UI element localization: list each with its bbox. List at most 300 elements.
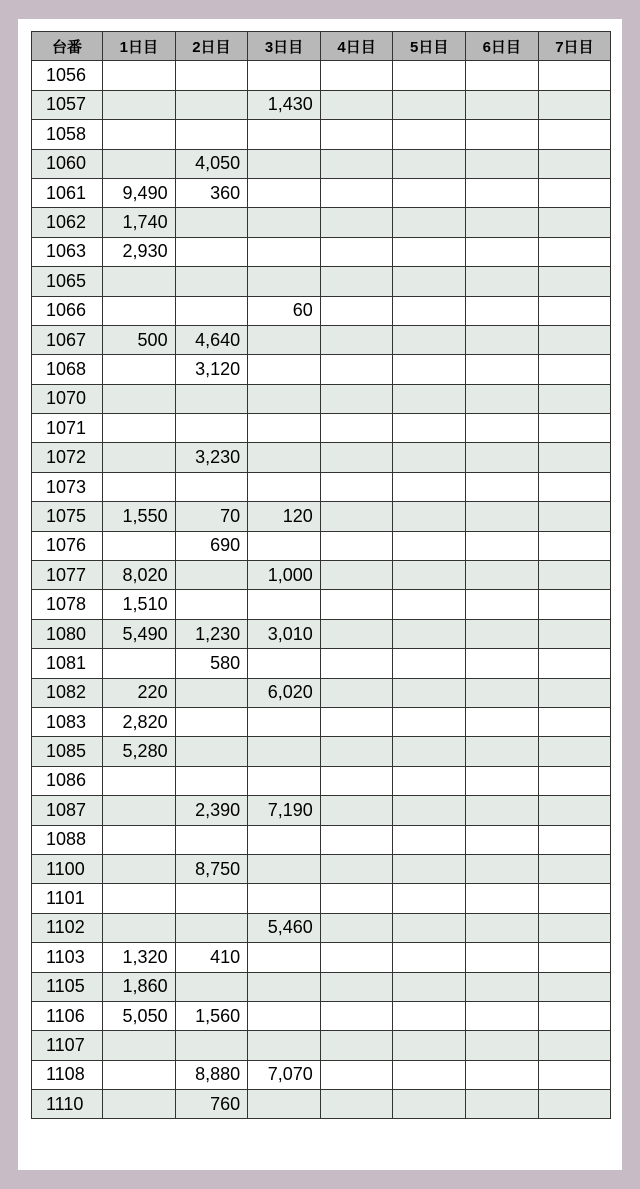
table-row — [32, 384, 611, 413]
table-row — [32, 61, 611, 90]
machine-number-cell: 1073 — [32, 472, 103, 501]
day-5-value-cell — [393, 766, 466, 795]
day-1-value-cell — [103, 531, 176, 560]
day-6-value-cell — [465, 325, 538, 354]
day-3-value-cell: 120 — [248, 502, 321, 531]
table-row — [32, 1090, 611, 1119]
day-1-value-cell — [103, 1060, 176, 1089]
day-6-value-cell — [465, 355, 538, 384]
day-4-value-cell — [320, 149, 393, 178]
day-7-value-cell — [538, 854, 611, 883]
day-5-value-cell — [393, 1031, 466, 1060]
table-row — [32, 619, 611, 648]
day-2-value-cell: 1,560 — [175, 1001, 248, 1030]
day-6-value-cell — [465, 854, 538, 883]
day-3-value-cell — [248, 414, 321, 443]
day-6-value-cell — [465, 796, 538, 825]
day-7-value-cell — [538, 796, 611, 825]
day-3-value-cell — [248, 120, 321, 149]
machine-number-cell: 1100 — [32, 854, 103, 883]
day-2-value-cell — [175, 913, 248, 942]
day-5-value-cell — [393, 178, 466, 207]
day-2-value-cell: 8,880 — [175, 1060, 248, 1089]
day-1-value-cell — [103, 884, 176, 913]
day-4-value-cell — [320, 414, 393, 443]
day-4-value-cell — [320, 854, 393, 883]
day-4-value-cell — [320, 766, 393, 795]
header-day-5: 5日目 — [393, 32, 466, 61]
day-6-value-cell — [465, 913, 538, 942]
day-7-value-cell — [538, 678, 611, 707]
day-1-value-cell: 500 — [103, 325, 176, 354]
table-row — [32, 796, 611, 825]
day-1-value-cell — [103, 472, 176, 501]
day-3-value-cell — [248, 149, 321, 178]
machine-number-cell: 1065 — [32, 267, 103, 296]
day-6-value-cell — [465, 237, 538, 266]
day-5-value-cell — [393, 972, 466, 1001]
day-1-value-cell — [103, 120, 176, 149]
day-5-value-cell — [393, 1090, 466, 1119]
day-6-value-cell — [465, 972, 538, 1001]
day-1-value-cell: 2,820 — [103, 707, 176, 736]
day-7-value-cell — [538, 972, 611, 1001]
table-row — [32, 531, 611, 560]
day-4-value-cell — [320, 1031, 393, 1060]
day-6-value-cell — [465, 384, 538, 413]
day-3-value-cell — [248, 237, 321, 266]
day-7-value-cell — [538, 472, 611, 501]
day-1-value-cell — [103, 149, 176, 178]
header-day-7: 7日目 — [538, 32, 611, 61]
day-1-value-cell — [103, 414, 176, 443]
day-2-value-cell: 3,120 — [175, 355, 248, 384]
day-4-value-cell — [320, 796, 393, 825]
day-7-value-cell — [538, 237, 611, 266]
day-2-value-cell: 4,050 — [175, 149, 248, 178]
day-2-value-cell: 1,230 — [175, 619, 248, 648]
machine-number-cell: 1086 — [32, 766, 103, 795]
table-row — [32, 208, 611, 237]
day-3-value-cell: 5,460 — [248, 913, 321, 942]
day-1-value-cell: 5,050 — [103, 1001, 176, 1030]
day-7-value-cell — [538, 707, 611, 736]
machine-number-cell: 1075 — [32, 502, 103, 531]
machine-number-cell: 1077 — [32, 561, 103, 590]
day-5-value-cell — [393, 384, 466, 413]
day-2-value-cell — [175, 237, 248, 266]
day-6-value-cell — [465, 943, 538, 972]
day-3-value-cell — [248, 972, 321, 1001]
day-5-value-cell — [393, 443, 466, 472]
machine-number-cell: 1101 — [32, 884, 103, 913]
day-7-value-cell — [538, 531, 611, 560]
day-6-value-cell — [465, 884, 538, 913]
day-6-value-cell — [465, 208, 538, 237]
table-row — [32, 707, 611, 736]
day-5-value-cell — [393, 120, 466, 149]
day-2-value-cell — [175, 414, 248, 443]
table-row — [32, 120, 611, 149]
day-2-value-cell: 760 — [175, 1090, 248, 1119]
table-body — [32, 61, 611, 1119]
table-sheet — [18, 19, 622, 1170]
day-2-value-cell — [175, 384, 248, 413]
table-row — [32, 737, 611, 766]
table-row — [32, 766, 611, 795]
day-2-value-cell — [175, 766, 248, 795]
machine-number-cell: 1088 — [32, 825, 103, 854]
day-2-value-cell — [175, 296, 248, 325]
table-row — [32, 561, 611, 590]
day-5-value-cell — [393, 296, 466, 325]
day-7-value-cell — [538, 502, 611, 531]
day-2-value-cell — [175, 590, 248, 619]
machine-number-cell: 1087 — [32, 796, 103, 825]
day-6-value-cell — [465, 61, 538, 90]
day-5-value-cell — [393, 208, 466, 237]
day-7-value-cell — [538, 90, 611, 119]
day-4-value-cell — [320, 1060, 393, 1089]
day-5-value-cell — [393, 678, 466, 707]
day-7-value-cell — [538, 590, 611, 619]
day-3-value-cell: 7,190 — [248, 796, 321, 825]
table-row — [32, 1001, 611, 1030]
day-3-value-cell: 3,010 — [248, 619, 321, 648]
table-row — [32, 443, 611, 472]
day-3-value-cell — [248, 766, 321, 795]
day-6-value-cell — [465, 296, 538, 325]
table-row — [32, 943, 611, 972]
table-row — [32, 90, 611, 119]
day-2-value-cell — [175, 120, 248, 149]
day-1-value-cell — [103, 1090, 176, 1119]
day-7-value-cell — [538, 943, 611, 972]
machine-number-cell: 1108 — [32, 1060, 103, 1089]
day-4-value-cell — [320, 619, 393, 648]
day-1-value-cell: 1,740 — [103, 208, 176, 237]
day-7-value-cell — [538, 325, 611, 354]
day-4-value-cell — [320, 472, 393, 501]
day-6-value-cell — [465, 649, 538, 678]
day-3-value-cell — [248, 472, 321, 501]
day-5-value-cell — [393, 884, 466, 913]
day-5-value-cell — [393, 561, 466, 590]
day-7-value-cell — [538, 61, 611, 90]
day-6-value-cell — [465, 678, 538, 707]
day-2-value-cell — [175, 208, 248, 237]
day-5-value-cell — [393, 61, 466, 90]
day-5-value-cell — [393, 854, 466, 883]
day-6-value-cell — [465, 737, 538, 766]
machine-number-cell: 1082 — [32, 678, 103, 707]
day-2-value-cell: 3,230 — [175, 443, 248, 472]
day-2-value-cell — [175, 472, 248, 501]
table-row — [32, 414, 611, 443]
day-3-value-cell — [248, 384, 321, 413]
day-7-value-cell — [538, 208, 611, 237]
day-6-value-cell — [465, 619, 538, 648]
table-row — [32, 1060, 611, 1089]
day-1-value-cell — [103, 1031, 176, 1060]
day-1-value-cell: 5,280 — [103, 737, 176, 766]
day-7-value-cell — [538, 120, 611, 149]
machine-number-cell: 1103 — [32, 943, 103, 972]
day-4-value-cell — [320, 502, 393, 531]
day-1-value-cell: 1,860 — [103, 972, 176, 1001]
machine-number-cell: 1076 — [32, 531, 103, 560]
machine-number-cell: 1081 — [32, 649, 103, 678]
machine-number-cell: 1080 — [32, 619, 103, 648]
day-2-value-cell — [175, 884, 248, 913]
machine-number-cell: 1068 — [32, 355, 103, 384]
day-3-value-cell — [248, 443, 321, 472]
header-day-6: 6日目 — [465, 32, 538, 61]
header-day-4: 4日目 — [320, 32, 393, 61]
day-6-value-cell — [465, 531, 538, 560]
day-7-value-cell — [538, 913, 611, 942]
day-3-value-cell — [248, 943, 321, 972]
day-7-value-cell — [538, 149, 611, 178]
day-2-value-cell: 8,750 — [175, 854, 248, 883]
day-6-value-cell — [465, 120, 538, 149]
day-6-value-cell — [465, 502, 538, 531]
day-4-value-cell — [320, 61, 393, 90]
table-row — [32, 678, 611, 707]
table-row — [32, 355, 611, 384]
day-7-value-cell — [538, 737, 611, 766]
day-7-value-cell — [538, 414, 611, 443]
day-6-value-cell — [465, 414, 538, 443]
day-1-value-cell: 9,490 — [103, 178, 176, 207]
table-row — [32, 913, 611, 942]
day-3-value-cell: 6,020 — [248, 678, 321, 707]
day-2-value-cell: 580 — [175, 649, 248, 678]
table-row — [32, 502, 611, 531]
day-2-value-cell — [175, 1031, 248, 1060]
day-1-value-cell: 5,490 — [103, 619, 176, 648]
day-5-value-cell — [393, 90, 466, 119]
day-4-value-cell — [320, 443, 393, 472]
day-5-value-cell — [393, 237, 466, 266]
day-7-value-cell — [538, 1060, 611, 1089]
table-row — [32, 149, 611, 178]
day-4-value-cell — [320, 1001, 393, 1030]
day-1-value-cell — [103, 913, 176, 942]
day-1-value-cell — [103, 355, 176, 384]
day-7-value-cell — [538, 1001, 611, 1030]
day-3-value-cell — [248, 1090, 321, 1119]
machine-data-table — [31, 31, 611, 1119]
machine-number-cell: 1061 — [32, 178, 103, 207]
day-4-value-cell — [320, 90, 393, 119]
day-5-value-cell — [393, 502, 466, 531]
day-3-value-cell — [248, 267, 321, 296]
machine-number-cell: 1057 — [32, 90, 103, 119]
machine-number-cell: 1070 — [32, 384, 103, 413]
day-1-value-cell — [103, 296, 176, 325]
machine-number-cell: 1058 — [32, 120, 103, 149]
machine-number-cell: 1083 — [32, 707, 103, 736]
day-3-value-cell — [248, 825, 321, 854]
day-6-value-cell — [465, 766, 538, 795]
day-3-value-cell: 7,070 — [248, 1060, 321, 1089]
day-3-value-cell — [248, 531, 321, 560]
day-4-value-cell — [320, 707, 393, 736]
day-3-value-cell: 60 — [248, 296, 321, 325]
day-6-value-cell — [465, 90, 538, 119]
day-2-value-cell — [175, 267, 248, 296]
machine-number-cell: 1060 — [32, 149, 103, 178]
table-row — [32, 825, 611, 854]
day-4-value-cell — [320, 208, 393, 237]
day-2-value-cell — [175, 61, 248, 90]
day-5-value-cell — [393, 1060, 466, 1089]
day-4-value-cell — [320, 590, 393, 619]
day-1-value-cell — [103, 443, 176, 472]
day-1-value-cell: 1,550 — [103, 502, 176, 531]
day-3-value-cell — [248, 61, 321, 90]
day-6-value-cell — [465, 1001, 538, 1030]
day-4-value-cell — [320, 1090, 393, 1119]
day-4-value-cell — [320, 972, 393, 1001]
table-row — [32, 267, 611, 296]
day-5-value-cell — [393, 649, 466, 678]
day-4-value-cell — [320, 913, 393, 942]
day-2-value-cell: 410 — [175, 943, 248, 972]
day-2-value-cell — [175, 737, 248, 766]
day-2-value-cell — [175, 825, 248, 854]
day-5-value-cell — [393, 531, 466, 560]
day-6-value-cell — [465, 178, 538, 207]
day-1-value-cell — [103, 796, 176, 825]
day-6-value-cell — [465, 590, 538, 619]
machine-number-cell: 1078 — [32, 590, 103, 619]
table-row — [32, 590, 611, 619]
day-3-value-cell — [248, 1031, 321, 1060]
machine-number-cell: 1067 — [32, 325, 103, 354]
machine-number-cell: 1107 — [32, 1031, 103, 1060]
day-4-value-cell — [320, 884, 393, 913]
day-2-value-cell: 4,640 — [175, 325, 248, 354]
day-5-value-cell — [393, 825, 466, 854]
table-row — [32, 1031, 611, 1060]
header-day-2: 2日目 — [175, 32, 248, 61]
day-7-value-cell — [538, 355, 611, 384]
day-5-value-cell — [393, 414, 466, 443]
day-6-value-cell — [465, 707, 538, 736]
day-5-value-cell — [393, 472, 466, 501]
day-3-value-cell — [248, 649, 321, 678]
day-2-value-cell — [175, 90, 248, 119]
header-day-1: 1日目 — [103, 32, 176, 61]
day-3-value-cell — [248, 854, 321, 883]
day-2-value-cell — [175, 561, 248, 590]
day-6-value-cell — [465, 472, 538, 501]
day-5-value-cell — [393, 913, 466, 942]
machine-number-cell: 1056 — [32, 61, 103, 90]
day-6-value-cell — [465, 149, 538, 178]
day-2-value-cell — [175, 678, 248, 707]
day-3-value-cell: 1,000 — [248, 561, 321, 590]
day-4-value-cell — [320, 678, 393, 707]
table-row — [32, 325, 611, 354]
machine-number-cell: 1063 — [32, 237, 103, 266]
day-4-value-cell — [320, 120, 393, 149]
day-6-value-cell — [465, 1060, 538, 1089]
day-3-value-cell — [248, 1001, 321, 1030]
day-5-value-cell — [393, 1001, 466, 1030]
machine-number-cell: 1085 — [32, 737, 103, 766]
table-row — [32, 884, 611, 913]
day-5-value-cell — [393, 325, 466, 354]
day-1-value-cell — [103, 90, 176, 119]
day-1-value-cell: 1,510 — [103, 590, 176, 619]
machine-number-cell: 1105 — [32, 972, 103, 1001]
day-4-value-cell — [320, 325, 393, 354]
day-3-value-cell — [248, 590, 321, 619]
day-4-value-cell — [320, 649, 393, 678]
day-7-value-cell — [538, 443, 611, 472]
day-7-value-cell — [538, 825, 611, 854]
day-1-value-cell — [103, 384, 176, 413]
day-1-value-cell: 2,930 — [103, 237, 176, 266]
day-7-value-cell — [538, 619, 611, 648]
machine-number-cell: 1062 — [32, 208, 103, 237]
day-6-value-cell — [465, 561, 538, 590]
day-1-value-cell: 220 — [103, 678, 176, 707]
day-7-value-cell — [538, 267, 611, 296]
day-1-value-cell — [103, 766, 176, 795]
day-7-value-cell — [538, 178, 611, 207]
table-row — [32, 649, 611, 678]
day-5-value-cell — [393, 149, 466, 178]
day-2-value-cell: 690 — [175, 531, 248, 560]
day-4-value-cell — [320, 384, 393, 413]
day-7-value-cell — [538, 384, 611, 413]
day-7-value-cell — [538, 296, 611, 325]
day-3-value-cell — [248, 355, 321, 384]
day-5-value-cell — [393, 267, 466, 296]
table-row — [32, 237, 611, 266]
day-7-value-cell — [538, 561, 611, 590]
day-6-value-cell — [465, 443, 538, 472]
day-2-value-cell: 70 — [175, 502, 248, 531]
day-6-value-cell — [465, 1031, 538, 1060]
day-1-value-cell — [103, 267, 176, 296]
day-3-value-cell — [248, 178, 321, 207]
machine-number-cell: 1072 — [32, 443, 103, 472]
day-1-value-cell: 8,020 — [103, 561, 176, 590]
header-day-3: 3日目 — [248, 32, 321, 61]
header-machine-number: 台番 — [32, 32, 103, 61]
day-3-value-cell — [248, 737, 321, 766]
table-row — [32, 854, 611, 883]
day-2-value-cell: 2,390 — [175, 796, 248, 825]
day-7-value-cell — [538, 649, 611, 678]
day-7-value-cell — [538, 884, 611, 913]
machine-number-cell: 1066 — [32, 296, 103, 325]
day-1-value-cell — [103, 649, 176, 678]
day-5-value-cell — [393, 590, 466, 619]
day-4-value-cell — [320, 237, 393, 266]
day-1-value-cell — [103, 854, 176, 883]
day-2-value-cell: 360 — [175, 178, 248, 207]
table-row — [32, 178, 611, 207]
machine-number-cell: 1071 — [32, 414, 103, 443]
day-7-value-cell — [538, 1031, 611, 1060]
day-4-value-cell — [320, 737, 393, 766]
